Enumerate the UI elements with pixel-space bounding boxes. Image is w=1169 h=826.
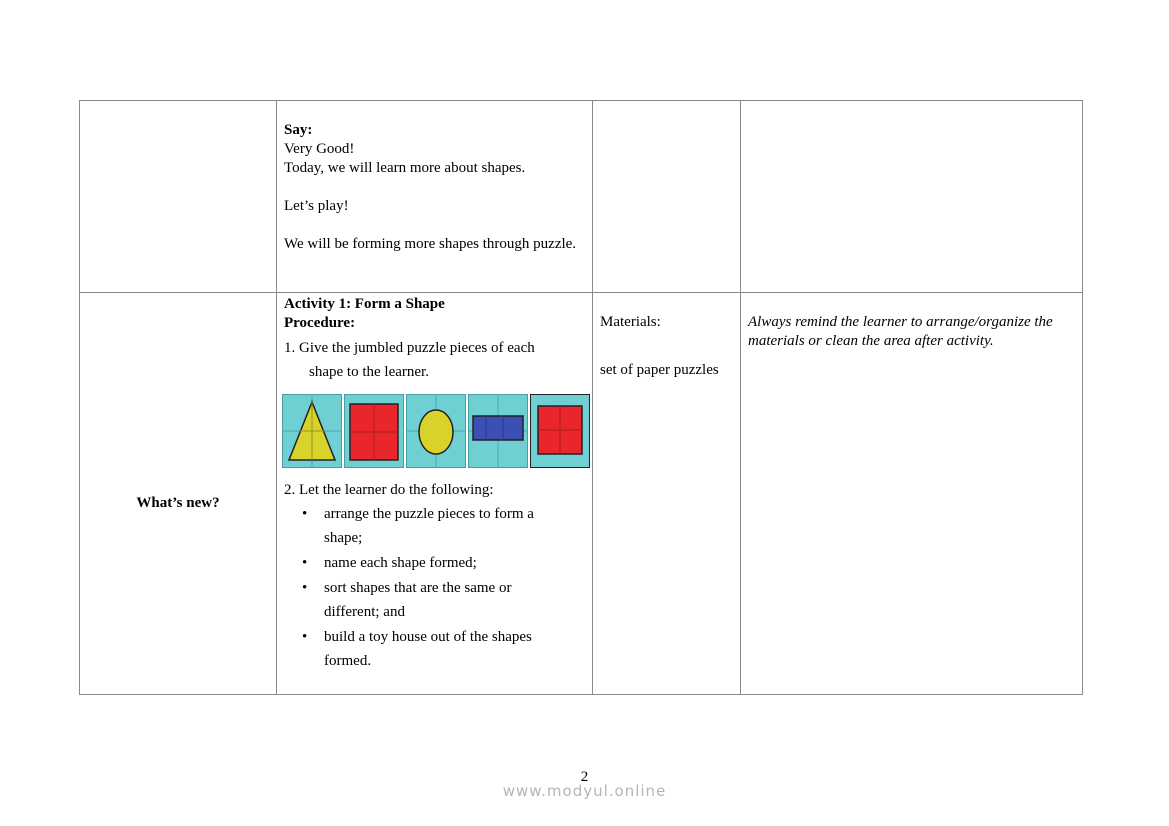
materials-cell-empty [593,101,741,293]
list-item: • name each shape formed; [284,551,586,575]
bullet-icon: • [302,555,308,571]
teacher-note: Always remind the learner to arrange/organize the materials or clean the area after activity. [748,314,1053,349]
activity-list [284,502,586,673]
oval-puzzle-icon [406,394,466,468]
triangle-puzzle-icon [282,394,342,468]
watermark: www.modyul.online [502,782,667,800]
procedure-cell [277,293,593,695]
say-label: Say: [284,122,313,138]
list-item: • sort shapes that are the same or different; and [284,576,586,624]
bullet-icon: • [302,506,308,522]
procedure-label: Procedure: [284,315,356,331]
lesson-plan-table [79,100,1083,695]
puzzle-images [282,394,586,468]
square-puzzle-icon [530,394,590,468]
section-cell [80,293,277,695]
small-rectangle-puzzle-icon [468,394,528,468]
text-line: Today, we will learn more about shapes. [284,160,526,176]
procedure-cell [277,101,593,293]
step-1-cont: shape to the learner. [309,364,429,380]
text-line: Let’s play! [284,198,349,214]
section-label: What’s new? [136,495,220,511]
text-line: We will be forming more shapes through puzzle. [284,236,577,252]
materials-cell [593,293,741,695]
list-item: • build a toy house out of the shapes formed. [284,625,586,673]
section-cell-empty [80,101,277,293]
rectangle-puzzle-icon [344,394,404,468]
step-2: 2. Let the learner do the following: [284,482,494,498]
notes-cell-empty [741,101,1083,293]
bullet-icon: • [302,629,308,645]
page-number: 2 [580,769,589,785]
materials-label: Materials: [600,314,661,330]
text-line: Very Good! [284,141,355,157]
materials-value: set of paper puzzles [600,362,719,378]
notes-cell [741,293,1083,695]
table-row [80,293,1083,695]
activity-title: Activity 1: Form a Shape [284,296,445,312]
list-item: • arrange the puzzle pieces to form a shape; [284,502,586,550]
table-row [80,101,1083,293]
step-1: 1. Give the jumbled puzzle pieces of each [284,340,535,356]
bullet-icon: • [302,580,308,596]
